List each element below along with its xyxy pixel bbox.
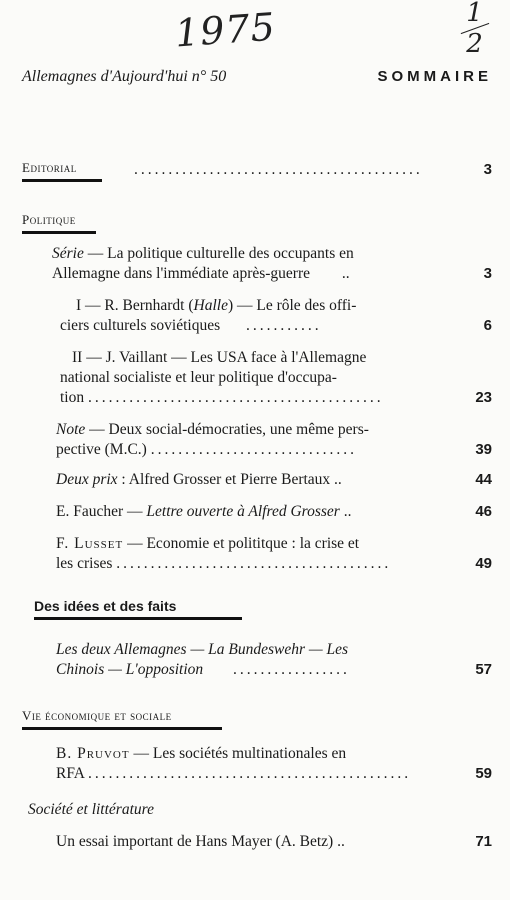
- toc-entry-bernhardt[interactable]: I — R. Bernhardt (Halle) — Le rôle des offi- ciers culturels soviétiques ........... 6: [60, 297, 492, 334]
- section-idees: [34, 598, 242, 620]
- toc-entry-vaillant[interactable]: II — J. Vaillant — Les USA face à l'Allemagne national socialiste et leur politique d'occupa- tion ........................................... 23: [60, 349, 492, 406]
- handwritten-fraction: [458, 0, 492, 57]
- fraction-bottom: 2: [466, 29, 484, 59]
- journal-title: Allemagnes d'Aujourd'hui n° 50: [22, 68, 227, 85]
- toc-entry-faucher[interactable]: E. Faucher — Lettre ouverte à Alfred Grosser .. 46: [56, 503, 492, 520]
- page-number: 39: [475, 441, 492, 458]
- page-number: 3: [483, 265, 492, 282]
- toc-entry-idees[interactable]: Les deux Allemagnes — La Bundeswehr — Les Chinois — L'opposition ................. 57: [56, 641, 492, 678]
- page-number: 6: [483, 317, 492, 334]
- page-number: 44: [475, 471, 492, 488]
- section-label: Des idées et des faits: [34, 598, 177, 614]
- page-number: 23: [475, 389, 492, 406]
- section-vie-economique: [22, 708, 222, 730]
- page-number: 59: [475, 765, 492, 782]
- section-politique: [22, 212, 96, 234]
- page-header: [22, 68, 492, 86]
- section-label: Politique: [22, 212, 76, 227]
- toc-entry-prix[interactable]: Deux prix : Alfred Grosser et Pierre Bertaux .. 44: [56, 471, 492, 488]
- section-editorial: [22, 160, 102, 182]
- handwritten-year: 1975: [173, 4, 278, 56]
- sommaire-title: SOMMAIRE: [377, 68, 492, 85]
- section-label: Vie économique et sociale: [22, 708, 172, 723]
- toc-entry-editorial[interactable]: .......................................... 3: [134, 161, 492, 178]
- toc-entry-pruvot[interactable]: B. Pruvot — Les sociétés multinationales en RFA ............................................... 59: [56, 745, 492, 782]
- page-number: 71: [475, 833, 492, 850]
- toc-entry-lusset[interactable]: F. Lusset — Economie et polititque : la crise et les crises ........................................ 49: [56, 535, 492, 572]
- fraction-top: 1: [466, 0, 484, 28]
- toc-entry-note[interactable]: Note — Deux social-démocraties, une même pers- pective (M.C.) .............................. 39: [56, 421, 492, 458]
- toc-entry-serie[interactable]: Série — La politique culturelle des occupants en Allemagne dans l'immédiate après-guerre .. 3: [52, 245, 492, 282]
- toc-entry-mayer[interactable]: Un essai important de Hans Mayer (A. Betz) .. 71: [56, 833, 492, 850]
- page-number: 57: [475, 661, 492, 678]
- page-number: 3: [483, 161, 492, 178]
- page-number: 49: [475, 555, 492, 572]
- page-number: 46: [475, 503, 492, 520]
- section-label: Editorial: [22, 160, 77, 175]
- subsection-societe: Société et littérature: [28, 801, 154, 818]
